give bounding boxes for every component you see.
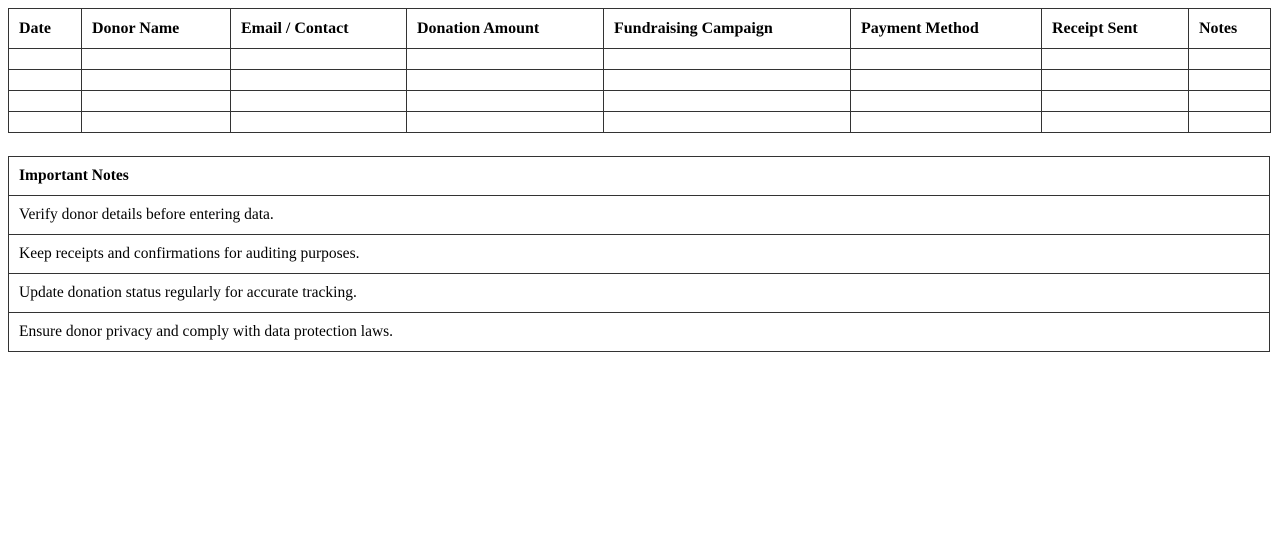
table-cell[interactable]	[851, 70, 1042, 91]
table-cell[interactable]	[82, 112, 231, 133]
table-cell[interactable]	[1189, 70, 1271, 91]
table-row	[9, 49, 1271, 70]
note-item: Update donation status regularly for accurate tracking.	[9, 274, 1270, 313]
note-row	[9, 313, 1270, 352]
table-cell[interactable]	[604, 112, 851, 133]
table-cell[interactable]	[231, 70, 407, 91]
note-row	[9, 235, 1270, 274]
column-header-donor-name: Donor Name	[82, 9, 231, 49]
table-cell[interactable]	[231, 112, 407, 133]
column-header-email-contact: Email / Contact	[231, 9, 407, 49]
table-cell[interactable]	[407, 49, 604, 70]
table-cell[interactable]	[851, 49, 1042, 70]
table-cell[interactable]	[9, 91, 82, 112]
table-cell[interactable]	[9, 70, 82, 91]
table-cell[interactable]	[231, 49, 407, 70]
table-cell[interactable]	[604, 91, 851, 112]
important-notes-table	[8, 156, 1270, 352]
note-item: Ensure donor privacy and comply with data protection laws.	[9, 313, 1270, 352]
table-cell[interactable]	[407, 70, 604, 91]
table-cell[interactable]	[407, 112, 604, 133]
table-cell[interactable]	[1189, 49, 1271, 70]
table-row	[9, 70, 1271, 91]
table-cell[interactable]	[9, 49, 82, 70]
table-cell[interactable]	[1042, 49, 1189, 70]
table-cell[interactable]	[1189, 91, 1271, 112]
table-cell[interactable]	[604, 70, 851, 91]
table-cell[interactable]	[82, 70, 231, 91]
table-row	[9, 91, 1271, 112]
note-row	[9, 196, 1270, 235]
note-row	[9, 274, 1270, 313]
table-cell[interactable]	[82, 49, 231, 70]
column-header-donation-amount: Donation Amount	[407, 9, 604, 49]
table-cell[interactable]	[851, 91, 1042, 112]
table-cell[interactable]	[604, 49, 851, 70]
note-item: Verify donor details before entering data.	[9, 196, 1270, 235]
table-cell[interactable]	[407, 91, 604, 112]
table-cell[interactable]	[1042, 112, 1189, 133]
column-header-notes: Notes	[1189, 9, 1271, 49]
table-cell[interactable]	[1042, 91, 1189, 112]
table-cell[interactable]	[231, 91, 407, 112]
table-row	[9, 112, 1271, 133]
table-cell[interactable]	[9, 112, 82, 133]
column-header-payment-method: Payment Method	[851, 9, 1042, 49]
table-cell[interactable]	[851, 112, 1042, 133]
column-header-date: Date	[9, 9, 82, 49]
table-cell[interactable]	[1042, 70, 1189, 91]
notes-header-row	[9, 157, 1270, 196]
header-row	[9, 9, 1271, 49]
notes-title: Important Notes	[9, 157, 1270, 196]
column-header-receipt-sent: Receipt Sent	[1042, 9, 1189, 49]
column-header-fundraising-campaign: Fundraising Campaign	[604, 9, 851, 49]
table-cell[interactable]	[82, 91, 231, 112]
note-item: Keep receipts and confirmations for auditing purposes.	[9, 235, 1270, 274]
donation-log-table	[8, 8, 1271, 133]
table-cell[interactable]	[1189, 112, 1271, 133]
